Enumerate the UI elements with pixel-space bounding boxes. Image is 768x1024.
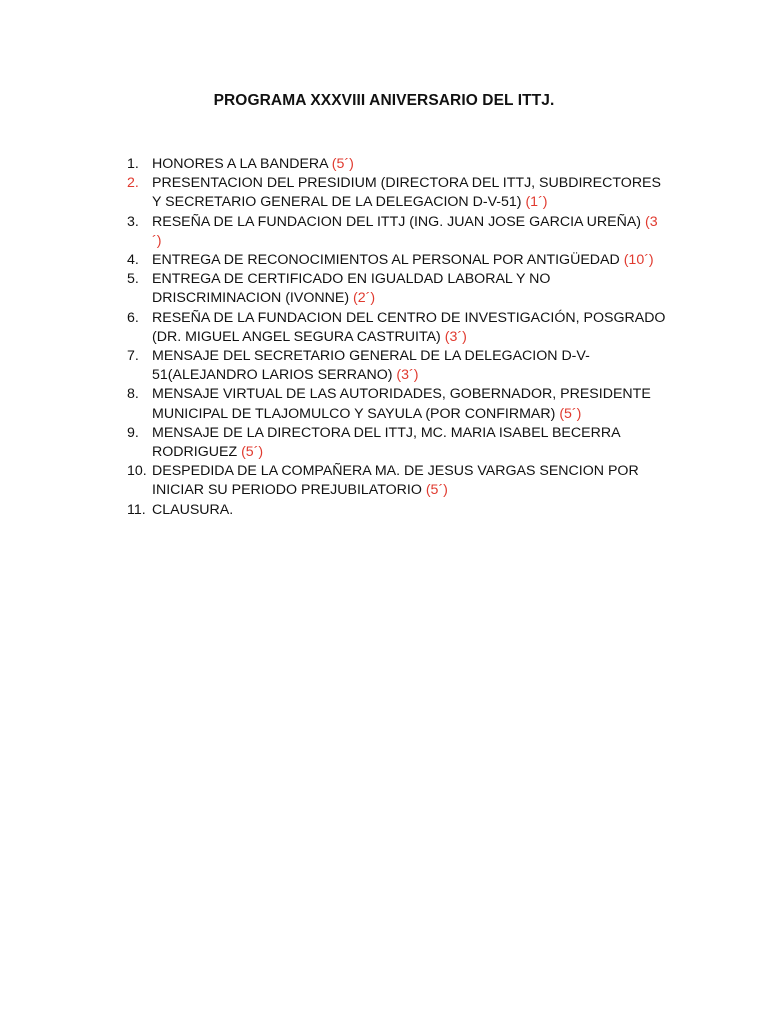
item-text [152, 155, 667, 174]
list-item [127, 213, 667, 251]
item-text [152, 424, 667, 462]
item-description: HONORES A LA BANDERA [152, 156, 332, 172]
list-item [127, 347, 667, 385]
item-number: 11. [127, 501, 146, 518]
item-duration: (2´) [353, 290, 376, 307]
item-description: MENSAJE DEL SECRETARIO GENERAL DE LA DELEGACION D-V-51(ALEJANDRO LARIOS SERRANO) [152, 348, 590, 384]
item-duration: (5´) [559, 405, 582, 422]
list-item [127, 174, 667, 212]
item-number: 6. [127, 309, 139, 326]
item-text [152, 385, 667, 423]
item-description: MENSAJE VIRTUAL DE LAS AUTORIDADES, GOBERNADOR, PRESIDENTE MUNICIPAL DE TLAJOMULCO Y SAYULA (POR CONFIRMAR) [152, 386, 651, 422]
item-duration: (3´) [396, 367, 419, 384]
item-number: 3. [127, 213, 139, 230]
item-text [152, 270, 667, 308]
item-duration: (5´) [425, 482, 448, 499]
item-duration: (3´) [152, 213, 658, 249]
item-number: 5. [127, 271, 139, 288]
list-item [127, 501, 667, 520]
item-duration: (5´) [331, 156, 354, 172]
item-description: RESEÑA DE LA FUNDACION DEL CENTRO DE INVESTIGACIÓN, POSGRADO (DR. MIGUEL ANGEL SEGURA CASTRUITA) [152, 309, 666, 345]
item-number: 9. [127, 424, 139, 441]
item-number: 4. [127, 252, 139, 269]
item-text [152, 347, 667, 385]
item-duration: (5´) [241, 444, 264, 461]
item-number: 7. [127, 348, 139, 365]
list-item [127, 462, 667, 500]
list-item [127, 270, 667, 308]
page-title: PROGRAMA XXXVIII ANIVERSARIO DEL ITTJ. [213, 92, 555, 109]
item-description: PRESENTACION DEL PRESIDIUM (DIRECTORA DEL ITTJ, SUBDIRECTORES Y SECRETARIO GENERAL DE LA DELEGACION D-V-51) [152, 175, 661, 211]
list-item [127, 424, 667, 462]
item-number: 10. [127, 463, 147, 480]
item-text [152, 174, 667, 212]
program-list [127, 155, 667, 520]
item-text [152, 309, 667, 347]
item-duration: (1´) [525, 194, 548, 211]
item-description: MENSAJE DE LA DIRECTORA DEL ITTJ, MC. MARIA ISABEL BECERRA RODRIGUEZ [152, 424, 620, 461]
item-number: 2. [127, 175, 139, 192]
list-item [127, 155, 667, 174]
item-duration: (10´) [623, 252, 654, 269]
item-duration: (3´) [444, 328, 467, 345]
list-item [127, 309, 667, 347]
item-number: 8. [127, 386, 139, 403]
list-item [127, 385, 667, 423]
item-description: ENTREGA DE RECONOCIMIENTOS AL PERSONAL POR ANTIGÜEDAD [152, 252, 624, 269]
item-description: DESPEDIDA DE LA COMPAÑERA MA. DE JESUS VARGAS SENCION POR INICIAR SU PERIODO PREJUBILATORIO [152, 463, 639, 499]
item-description: ENTREGA DE CERTIFICADO EN IGUALDAD LABORAL Y NO DRISCRIMINACION (IVONNE) [152, 271, 551, 307]
item-description: RESEÑA DE LA FUNDACION DEL ITTJ (ING. JUAN JOSE GARCIA UREÑA) [152, 213, 645, 230]
item-text [152, 213, 667, 251]
item-number: 1. [127, 156, 139, 172]
list-item [127, 251, 667, 270]
item-text [152, 462, 667, 500]
item-text [152, 501, 667, 520]
item-text [152, 251, 667, 270]
item-description: CLAUSURA. [152, 501, 234, 518]
